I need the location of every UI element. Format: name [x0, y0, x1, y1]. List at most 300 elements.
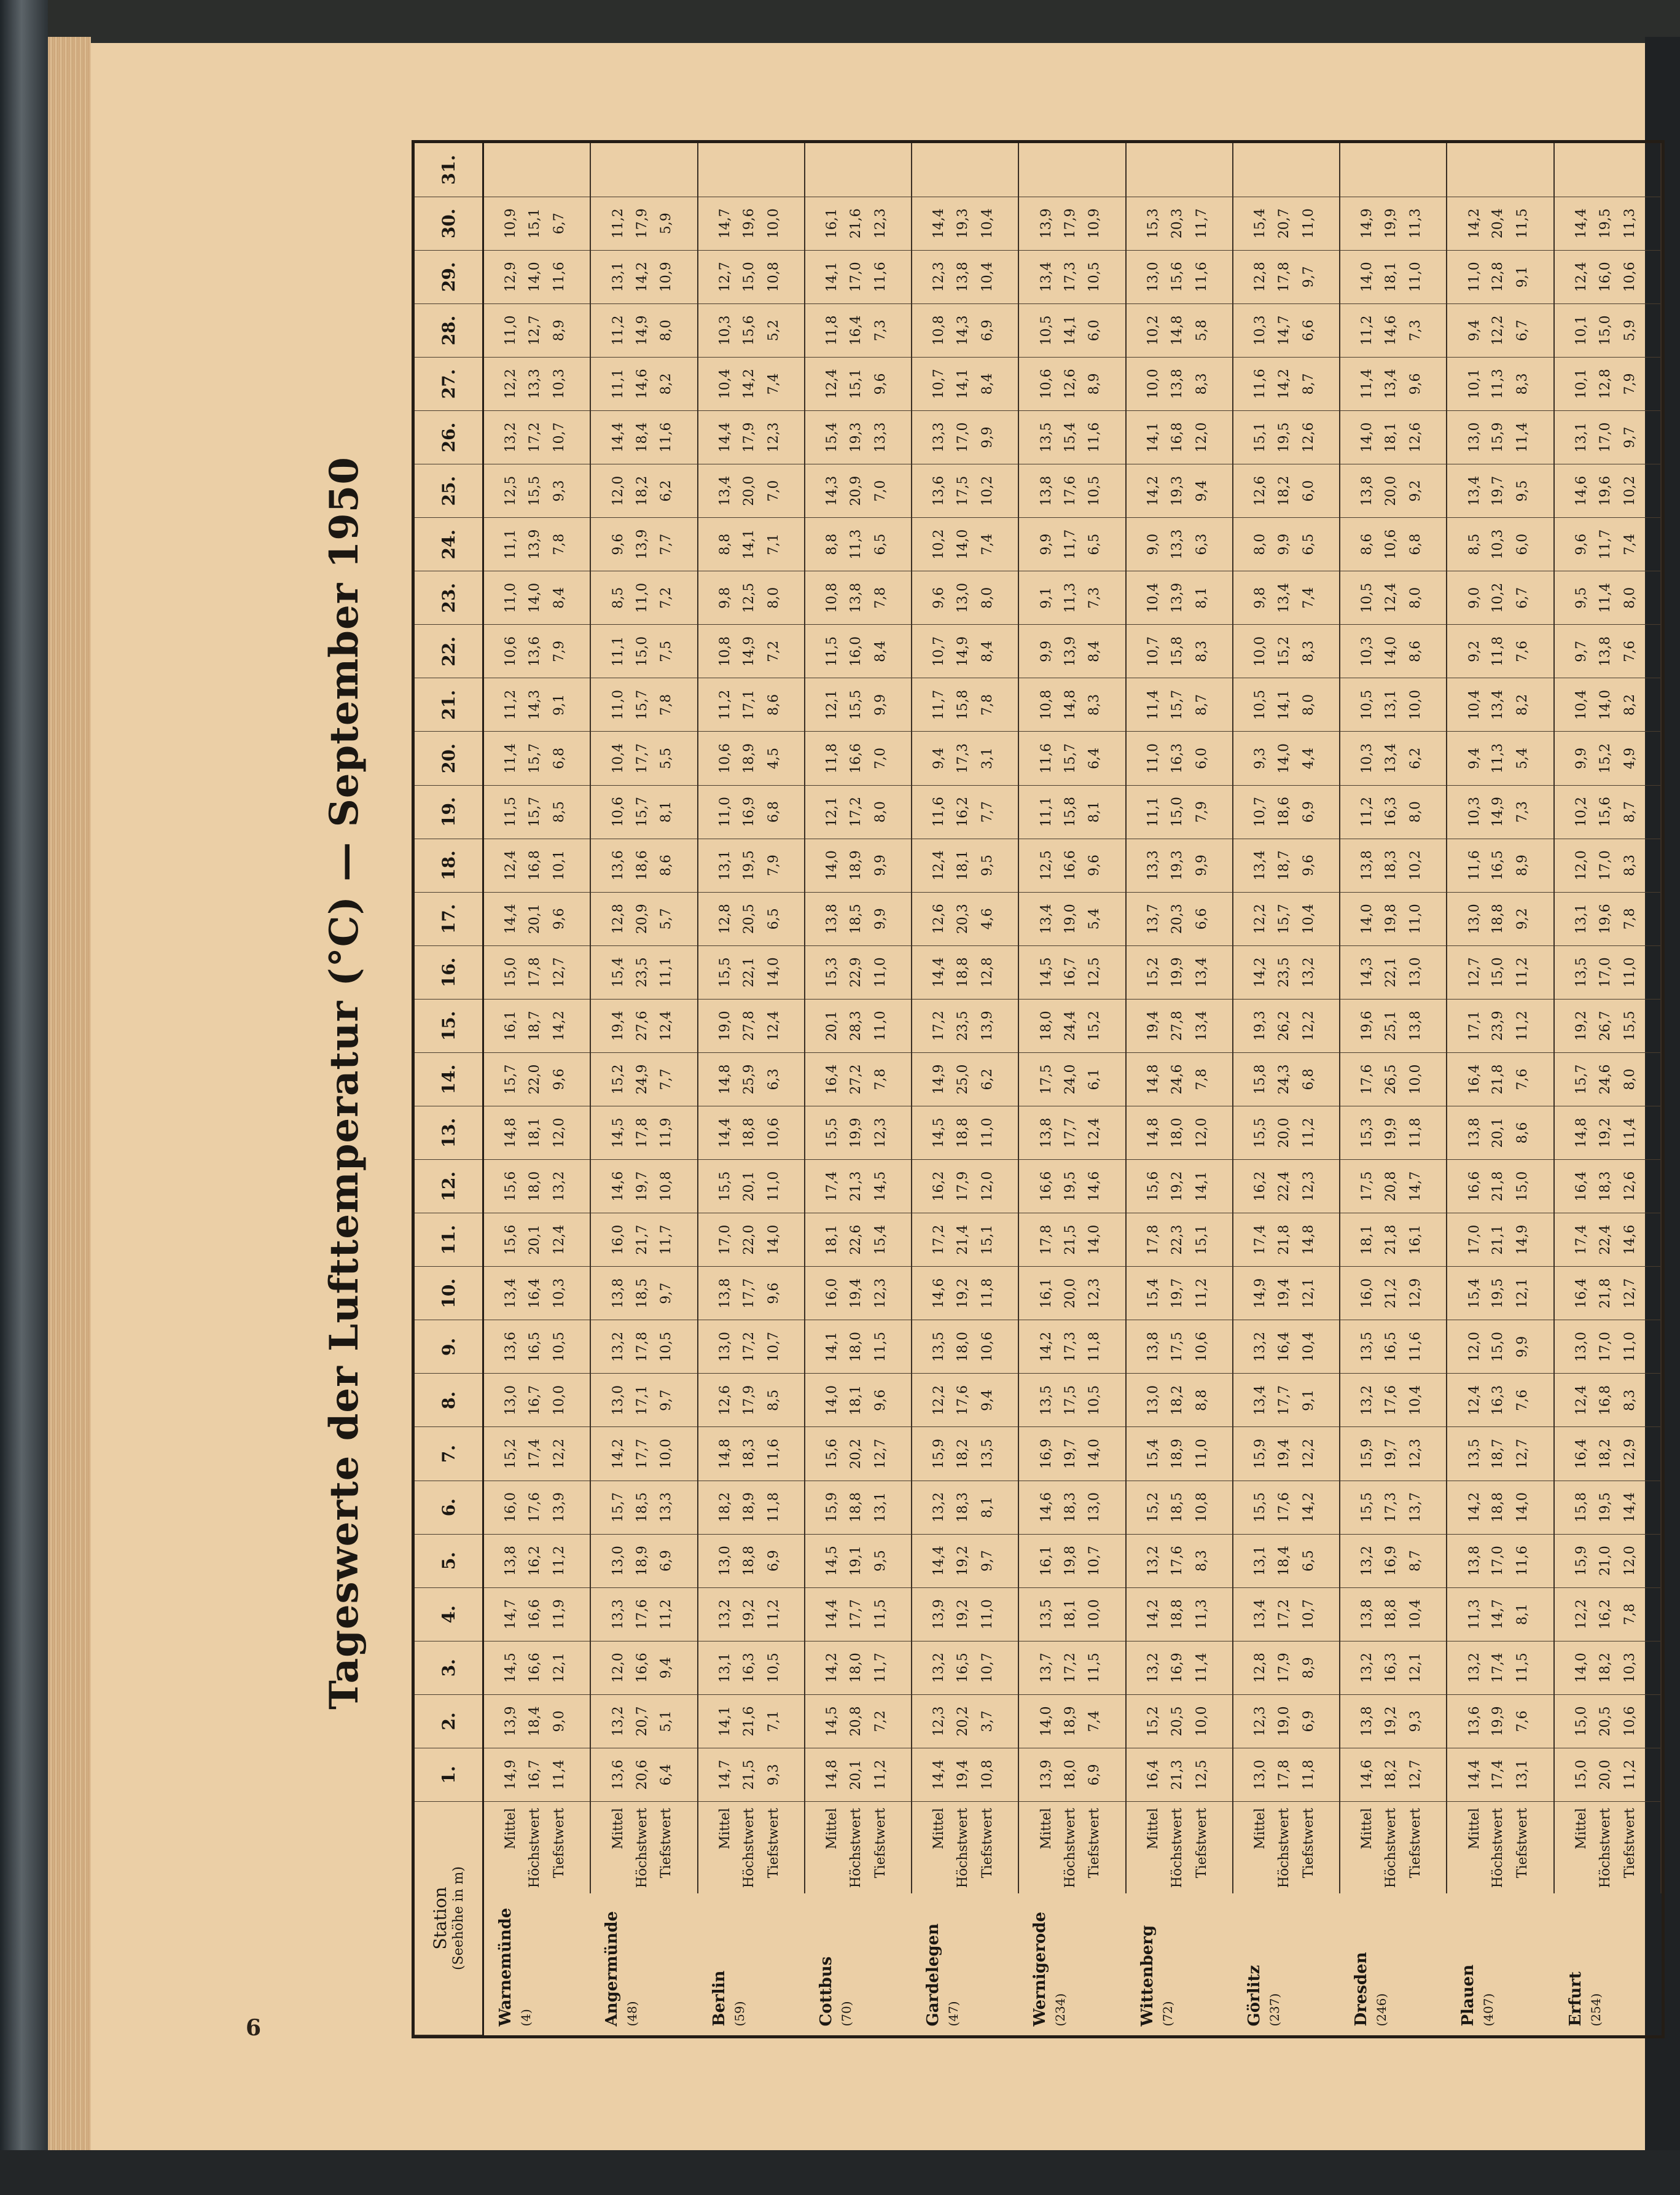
- temperature-cell: 18,9: [739, 732, 759, 785]
- temperature-cell: 20,3: [1167, 892, 1187, 945]
- temperature-cell: 23,9: [1488, 999, 1509, 1052]
- temperature-cell: 16,9: [1381, 1534, 1402, 1587]
- temperature-cell: 14,9: [1340, 197, 1381, 250]
- temperature-cell: 6,9: [974, 303, 1019, 357]
- temperature-cell: 14,8: [1126, 1052, 1168, 1106]
- temperature-cell: 18,1: [805, 1213, 846, 1267]
- temperature-cell: 9,4: [912, 732, 953, 785]
- day-column-header: 9.: [415, 1320, 483, 1374]
- temperature-cell: 14,9: [632, 303, 652, 357]
- temperature-cell: 13,6: [590, 839, 632, 892]
- temperature-cell: 18,5: [632, 1481, 652, 1534]
- temperature-cell: 13,3: [867, 410, 912, 464]
- rotated-content: [283, 128, 1680, 2038]
- temperature-cell: 11,3: [1488, 732, 1509, 785]
- temperature-cell: 10,4: [1126, 571, 1168, 625]
- temperature-cell: 14,4: [1554, 197, 1596, 250]
- temperature-cell: 21,8: [1488, 1160, 1509, 1213]
- temperature-cell: 9,9: [1018, 625, 1060, 678]
- temperature-cell: 14,8: [1060, 678, 1080, 732]
- temperature-cell: 18,8: [846, 1481, 867, 1534]
- temperature-cell: 17,8: [525, 945, 545, 999]
- temperature-cell: 7,1: [759, 1694, 805, 1748]
- temperature-cell: 19,9: [1381, 197, 1402, 250]
- temperature-cell: 9,9: [1554, 732, 1596, 785]
- temperature-cell: 13,4: [1233, 1587, 1275, 1641]
- temperature-cell: 12,2: [1554, 1587, 1596, 1641]
- temperature-cell: 12,9: [1616, 1427, 1661, 1481]
- temperature-cell: 16,4: [846, 303, 867, 357]
- temperature-cell: 20,7: [632, 1694, 652, 1748]
- temperature-cell: 10,4: [590, 732, 632, 785]
- temperature-cell: 19,5: [1060, 1160, 1080, 1213]
- temperature-cell: 19,5: [1488, 1267, 1509, 1320]
- temperature-cell: 8,4: [545, 571, 591, 625]
- temperature-cell: 21,8: [1595, 1267, 1616, 1320]
- temperature-cell: 11,5: [1080, 1641, 1126, 1694]
- temperature-cell: 18,1: [1381, 250, 1402, 303]
- temperature-cell: 14,4: [805, 1587, 846, 1641]
- temperature-cell: 13,1: [1554, 892, 1596, 945]
- temperature-cell: 15,4: [590, 945, 632, 999]
- temperature-cell: 16,0: [1595, 250, 1616, 303]
- temperature-cell: 17,0: [1595, 1320, 1616, 1374]
- temperature-cell: 6,5: [1080, 518, 1126, 571]
- temperature-cell: 12,0: [1447, 1320, 1488, 1374]
- temperature-cell: 15,7: [1554, 1052, 1596, 1106]
- temperature-cell: 7,8: [1616, 892, 1661, 945]
- temperature-cell: 12,2: [1488, 303, 1509, 357]
- temperature-cell: 9,7: [974, 1534, 1019, 1587]
- temperature-cell: 18,0: [1060, 1748, 1080, 1801]
- temperature-cell: 18,9: [846, 839, 867, 892]
- temperature-cell: 17,7: [632, 1427, 652, 1481]
- temperature-cell: 16,6: [846, 732, 867, 785]
- temperature-cell: 13,2: [483, 410, 525, 464]
- temperature-cell: 15,4: [1126, 1427, 1168, 1481]
- temperature-cell: 13,7: [1018, 1641, 1060, 1694]
- temperature-cell: 9,6: [1080, 839, 1126, 892]
- temperature-cell: 15,6: [1595, 785, 1616, 839]
- temperature-cell: 6,2: [974, 1052, 1019, 1106]
- temperature-cell: 17,6: [632, 1587, 652, 1641]
- temperature-cell: 21,2: [1381, 1267, 1402, 1320]
- temperature-cell: 18,2: [953, 1427, 974, 1481]
- temperature-cell: 13,9: [1018, 197, 1060, 250]
- temperature-cell: 9,2: [1509, 892, 1554, 945]
- temperature-cell: 11,2: [545, 1534, 591, 1587]
- temperature-cell: 3,1: [974, 732, 1019, 785]
- temperature-cell: 14,6: [1018, 1481, 1060, 1534]
- temperature-cell: 7,0: [867, 464, 912, 518]
- station-name-cell: [1447, 1894, 1553, 2035]
- temperature-cell: 13,8: [1018, 1106, 1060, 1159]
- temperature-cell: 9,9: [867, 678, 912, 732]
- temperature-cell: 19,9: [1488, 1694, 1509, 1748]
- station-column-header: [415, 1802, 483, 2035]
- temperature-cell: 16,1: [1402, 1213, 1447, 1267]
- temperature-cell: 11,1: [1126, 785, 1168, 839]
- temperature-cell: 15,5: [1616, 999, 1661, 1052]
- temperature-cell: 14,6: [1381, 303, 1402, 357]
- day-column-header: 23.: [415, 571, 483, 625]
- temperature-cell: 13,8: [1340, 1694, 1381, 1748]
- book-spine: [0, 0, 48, 2195]
- temperature-cell: 10,5: [1340, 571, 1381, 625]
- measure-label: Mittel: [824, 1808, 840, 1850]
- measure-label: Tiefstwert: [867, 1802, 912, 1894]
- temperature-cell: 15,0: [483, 945, 525, 999]
- temperature-cell: 11,3: [1060, 571, 1080, 625]
- temperature-cell: 18,3: [1060, 1481, 1080, 1534]
- measure-label: Höchstwert: [634, 1808, 650, 1888]
- temperature-cell: 12,7: [1402, 1748, 1447, 1801]
- temperature-cell: 7,4: [1295, 571, 1340, 625]
- temperature-cell: 7,6: [1509, 1374, 1554, 1427]
- station-name-cell: [1554, 1894, 1661, 2035]
- temperature-cell: 24,6: [1167, 1052, 1187, 1106]
- temperature-cell: 10,2: [1402, 839, 1447, 892]
- temperature-cell: 10,8: [759, 250, 805, 303]
- temperature-cell: 19,3: [1167, 839, 1187, 892]
- temperature-cell: 8,7: [1616, 785, 1661, 839]
- temperature-cell: 8,9: [1509, 839, 1554, 892]
- temperature-cell: 17,2: [525, 410, 545, 464]
- temperature-cell: 20,5: [1595, 1694, 1616, 1748]
- temperature-cell: 12,2: [1233, 892, 1275, 945]
- temperature-cell: 13,3: [525, 357, 545, 410]
- temperature-cell: 15,1: [846, 357, 867, 410]
- table-row: [1295, 143, 1340, 2035]
- temperature-cell: 17,2: [912, 999, 953, 1052]
- temperature-cell: 8,6: [1402, 625, 1447, 678]
- temperature-cell: 13,6: [1447, 1694, 1488, 1748]
- temperature-cell: 14,7: [483, 1587, 525, 1641]
- table-row: [974, 143, 1019, 2035]
- measure-label: Mittel: [1038, 1808, 1054, 1850]
- day-column-header: 31.: [415, 143, 483, 197]
- temperature-cell: 16,6: [1060, 839, 1080, 892]
- temperature-cell: 7,2: [652, 571, 698, 625]
- temperature-cell: 11,2: [483, 678, 525, 732]
- temperature-cell: 11,8: [1402, 1106, 1447, 1159]
- temperature-cell: [912, 143, 953, 197]
- temperature-cell: 18,0: [846, 1320, 867, 1374]
- temperature-cell: 14,1: [1187, 1160, 1233, 1213]
- temperature-cell: 20,9: [846, 464, 867, 518]
- temperature-cell: 8,3: [1509, 357, 1554, 410]
- measure-label: Mittel: [1359, 1808, 1375, 1850]
- temperature-cell: 14,9: [1233, 1267, 1275, 1320]
- temperature-cell: 13,8: [1018, 464, 1060, 518]
- temperature-cell: 13,0: [1554, 1320, 1596, 1374]
- temperature-cell: 18,0: [846, 1641, 867, 1694]
- temperature-cell: 16,2: [953, 785, 974, 839]
- temperature-cell: 12,7: [867, 1427, 912, 1481]
- temperature-cell: 7,3: [1402, 303, 1447, 357]
- temperature-cell: 14,2: [632, 250, 652, 303]
- temperature-cell: 8,0: [1616, 1052, 1661, 1106]
- temperature-cell: 15,8: [1554, 1481, 1596, 1534]
- temperature-cell: 10,1: [1447, 357, 1488, 410]
- temperature-cell: 19,6: [1340, 999, 1381, 1052]
- temperature-cell: 13,2: [1447, 1641, 1488, 1694]
- temperature-cell: 19,3: [1167, 464, 1187, 518]
- temperature-cell: 12,2: [912, 1374, 953, 1427]
- temperature-cell: 7,0: [759, 464, 805, 518]
- temperature-cell: 8,3: [1295, 625, 1340, 678]
- temperature-cell: 11,3: [1488, 357, 1509, 410]
- temperature-cell: 9,7: [1616, 410, 1661, 464]
- temperature-cell: 17,7: [846, 1587, 867, 1641]
- temperature-cell: 18,0: [525, 1160, 545, 1213]
- temperature-cell: 18,2: [1274, 464, 1294, 518]
- temperature-cell: 16,4: [525, 1267, 545, 1320]
- temperature-cell: 20,9: [632, 892, 652, 945]
- temperature-cell: 13,4: [1274, 571, 1294, 625]
- temperature-cell: 22,9: [846, 945, 867, 999]
- temperature-cell: 23,5: [953, 999, 974, 1052]
- temperature-cell: 8,8: [1187, 1374, 1233, 1427]
- temperature-cell: 18,8: [1488, 892, 1509, 945]
- temperature-cell: 13,0: [1080, 1481, 1126, 1534]
- temperature-cell: 11,6: [759, 1427, 805, 1481]
- temperature-cell: 26,2: [1274, 999, 1294, 1052]
- temperature-cell: 11,2: [1340, 303, 1381, 357]
- temperature-cell: 13,7: [1126, 892, 1168, 945]
- temperature-cell: 15,1: [974, 1213, 1019, 1267]
- temperature-cell: 8,4: [867, 625, 912, 678]
- day-column-header: 27.: [415, 357, 483, 410]
- temperature-cell: 11,5: [805, 625, 846, 678]
- temperature-cell: 17,6: [1381, 1374, 1402, 1427]
- temperature-cell: 19,9: [1167, 945, 1187, 999]
- temperature-cell: 24,9: [632, 1052, 652, 1106]
- temperature-cell: 11,0: [1447, 250, 1488, 303]
- temperature-cell: 10,5: [759, 1641, 805, 1694]
- temperature-cell: 12,4: [483, 839, 525, 892]
- temperature-cell: 15,6: [1167, 250, 1187, 303]
- temperature-cell: 10,5: [1080, 1374, 1126, 1427]
- temperature-cell: 13,3: [652, 1481, 698, 1534]
- temperature-cell: 16,4: [1126, 1748, 1168, 1801]
- temperature-cell: 8,0: [1233, 518, 1275, 571]
- station-name: Cottbus: [816, 1956, 835, 2027]
- station-name: Wittenberg: [1138, 1925, 1157, 2027]
- temperature-cell: 17,4: [1554, 1213, 1596, 1267]
- temperature-cell: 16,7: [525, 1374, 545, 1427]
- temperature-cell: 19,4: [953, 1748, 974, 1801]
- temperature-cell: 4,6: [974, 892, 1019, 945]
- temperature-cell: 9,0: [545, 1694, 591, 1748]
- temperature-cell: 12,5: [483, 464, 525, 518]
- temperature-cell: 11,0: [867, 945, 912, 999]
- temperature-cell: 21,5: [1060, 1213, 1080, 1267]
- temperature-cell: 8,6: [759, 678, 805, 732]
- table-row: [1616, 143, 1661, 2035]
- temperature-cell: 15,1: [1233, 410, 1275, 464]
- temperature-cell: 14,2: [1295, 1481, 1340, 1534]
- temperature-cell: 18,6: [1274, 785, 1294, 839]
- temperature-cell: 14,2: [590, 1427, 632, 1481]
- temperature-cell: 14,6: [590, 1160, 632, 1213]
- temperature-cell: 14,8: [805, 1748, 846, 1801]
- temperature-cell: 11,0: [974, 1587, 1019, 1641]
- temperature-cell: 13,4: [698, 464, 740, 518]
- temperature-cell: 15,6: [805, 1427, 846, 1481]
- temperature-cell: 17,2: [1060, 1641, 1080, 1694]
- temperature-cell: 7,3: [1080, 571, 1126, 625]
- temperature-cell: 9,1: [1509, 250, 1554, 303]
- temperature-cell: 16,7: [525, 1748, 545, 1801]
- temperature-cell: 7,8: [974, 678, 1019, 732]
- temperature-cell: 14,3: [953, 303, 974, 357]
- temperature-cell: 9,9: [1187, 839, 1233, 892]
- temperature-cell: 15,9: [805, 1481, 846, 1534]
- temperature-cell: 18,2: [1167, 1374, 1187, 1427]
- temperature-cell: 8,3: [1080, 678, 1126, 732]
- temperature-cell: 11,0: [1616, 945, 1661, 999]
- temperature-cell: 9,6: [867, 1374, 912, 1427]
- temperature-cell: 18,5: [846, 892, 867, 945]
- temperature-cell: 24,4: [1060, 999, 1080, 1052]
- station-name: Berlin: [709, 1970, 729, 2027]
- temperature-cell: 14,7: [1402, 1160, 1447, 1213]
- temperature-cell: 9,0: [1126, 518, 1168, 571]
- temperature-cell: 18,0: [953, 1320, 974, 1374]
- temperature-cell: 11,4: [1595, 571, 1616, 625]
- day-column-header: 18.: [415, 839, 483, 892]
- temperature-cell: 21,5: [739, 1748, 759, 1801]
- temperature-cell: 16,6: [632, 1641, 652, 1694]
- temperature-cell: 13,3: [1126, 839, 1168, 892]
- temperature-cell: 10,4: [1402, 1374, 1447, 1427]
- temperature-cell: 17,5: [1060, 1374, 1080, 1427]
- temperature-cell: 14,8: [1167, 303, 1187, 357]
- temperature-cell: 10,9: [483, 197, 525, 250]
- temperature-cell: 14,4: [590, 410, 632, 464]
- temperature-cell: 14,4: [483, 892, 525, 945]
- temperature-cell: 17,6: [1167, 1534, 1187, 1587]
- temperature-cell: 15,5: [1233, 1106, 1275, 1159]
- temperature-cell: 15,7: [632, 785, 652, 839]
- temperature-cell: 22,1: [739, 945, 759, 999]
- temperature-cell: 14,8: [698, 1427, 740, 1481]
- temperature-cell: 12,3: [759, 410, 805, 464]
- temperature-cell: 12,0: [590, 1641, 632, 1694]
- temperature-cell: 19,1: [846, 1534, 867, 1587]
- temperature-cell: 21,8: [1274, 1213, 1294, 1267]
- temperature-cell: 11,5: [1509, 1641, 1554, 1694]
- station-altitude: (234): [1053, 1993, 1068, 2027]
- temperature-cell: 19,3: [846, 410, 867, 464]
- temperature-cell: 14,9: [1488, 785, 1509, 839]
- temperature-cell: 7,3: [867, 303, 912, 357]
- temperature-cell: 13,1: [1554, 410, 1596, 464]
- temperature-cell: 18,2: [1381, 1748, 1402, 1801]
- temperature-cell: 13,9: [1167, 571, 1187, 625]
- temperature-cell: 10,8: [698, 625, 740, 678]
- temperature-cell: 10,4: [974, 197, 1019, 250]
- temperature-cell: 10,3: [1488, 518, 1509, 571]
- temperature-cell: 12,3: [1233, 1694, 1275, 1748]
- temperature-cell: 20,5: [1167, 1694, 1187, 1748]
- temperature-cell: 15,1: [1187, 1213, 1233, 1267]
- temperature-cell: 16,6: [1447, 1160, 1488, 1213]
- temperature-cell: 21,8: [1381, 1213, 1402, 1267]
- temperature-cell: 10,5: [652, 1320, 698, 1374]
- temperature-cell: 9,5: [1509, 464, 1554, 518]
- temperature-cell: 10,2: [1488, 571, 1509, 625]
- temperature-cell: 9,5: [867, 1534, 912, 1587]
- temperature-cell: 20,0: [1595, 1748, 1616, 1801]
- temperature-cell: 25,1: [1381, 999, 1402, 1052]
- temperature-cell: 14,2: [739, 357, 759, 410]
- temperature-cell: 15,6: [739, 303, 759, 357]
- temperature-cell: 10,6: [759, 1106, 805, 1159]
- temperature-cell: 19,6: [739, 197, 759, 250]
- day-column-header: 21.: [415, 678, 483, 732]
- temperature-cell: 10,3: [1233, 303, 1275, 357]
- temperature-cell: 15,4: [1447, 1267, 1488, 1320]
- table-row: [1381, 143, 1402, 2035]
- temperature-cell: 16,6: [525, 1587, 545, 1641]
- temperature-cell: 14,4: [912, 1534, 953, 1587]
- table-row: [1018, 143, 1060, 2035]
- temperature-cell: 18,1: [846, 1374, 867, 1427]
- temperature-cell: 16,2: [1233, 1160, 1275, 1213]
- temperature-cell: 10,9: [1080, 197, 1126, 250]
- temperature-cell: [1080, 143, 1126, 197]
- temperature-cell: 9,1: [1018, 571, 1060, 625]
- temperature-cell: 7,7: [652, 518, 698, 571]
- temperature-cell: 17,6: [525, 1481, 545, 1534]
- temperature-cell: [1595, 143, 1616, 197]
- temperature-cell: 22,1: [1381, 945, 1402, 999]
- temperature-cell: 14,0: [1274, 732, 1294, 785]
- temperature-cell: 8,0: [867, 785, 912, 839]
- temperature-cell: 10,7: [974, 1641, 1019, 1694]
- temperature-cell: 11,3: [1447, 1587, 1488, 1641]
- temperature-cell: 13,5: [912, 1320, 953, 1374]
- station-name: Plauen: [1459, 1964, 1478, 2027]
- temperature-cell: 17,9: [1274, 1641, 1294, 1694]
- measure-label: Mittel: [1252, 1808, 1268, 1850]
- day-column-header: 2.: [415, 1694, 483, 1748]
- day-column-header: 4.: [415, 1587, 483, 1641]
- measure-label: Mittel: [1145, 1808, 1161, 1850]
- temperature-cell: 13,2: [1340, 1534, 1381, 1587]
- temperature-cell: [1060, 143, 1080, 197]
- temperature-cell: 9,6: [590, 518, 632, 571]
- temperature-cell: 9,3: [1233, 732, 1275, 785]
- temperature-cell: 21,6: [846, 197, 867, 250]
- temperature-cell: 11,3: [846, 518, 867, 571]
- temperature-cell: 12,4: [1381, 571, 1402, 625]
- temperature-cell: 14,9: [483, 1748, 525, 1801]
- temperature-cell: 15,7: [525, 785, 545, 839]
- temperature-cell: [739, 143, 759, 197]
- temperature-cell: 9,8: [1233, 571, 1275, 625]
- measure-label: Mittel: [1466, 1808, 1482, 1850]
- temperature-cell: 13,9: [1060, 625, 1080, 678]
- temperature-cell: 13,8: [1447, 1534, 1488, 1587]
- station-name-cell: [1233, 1894, 1340, 2035]
- temperature-cell: 17,8: [1274, 1748, 1294, 1801]
- temperature-cell: 13,1: [1509, 1748, 1554, 1801]
- temperature-cell: 17,1: [632, 1374, 652, 1427]
- page-title: Tageswerte der Lufttemperatur (°C) — September 1950: [321, 456, 367, 1710]
